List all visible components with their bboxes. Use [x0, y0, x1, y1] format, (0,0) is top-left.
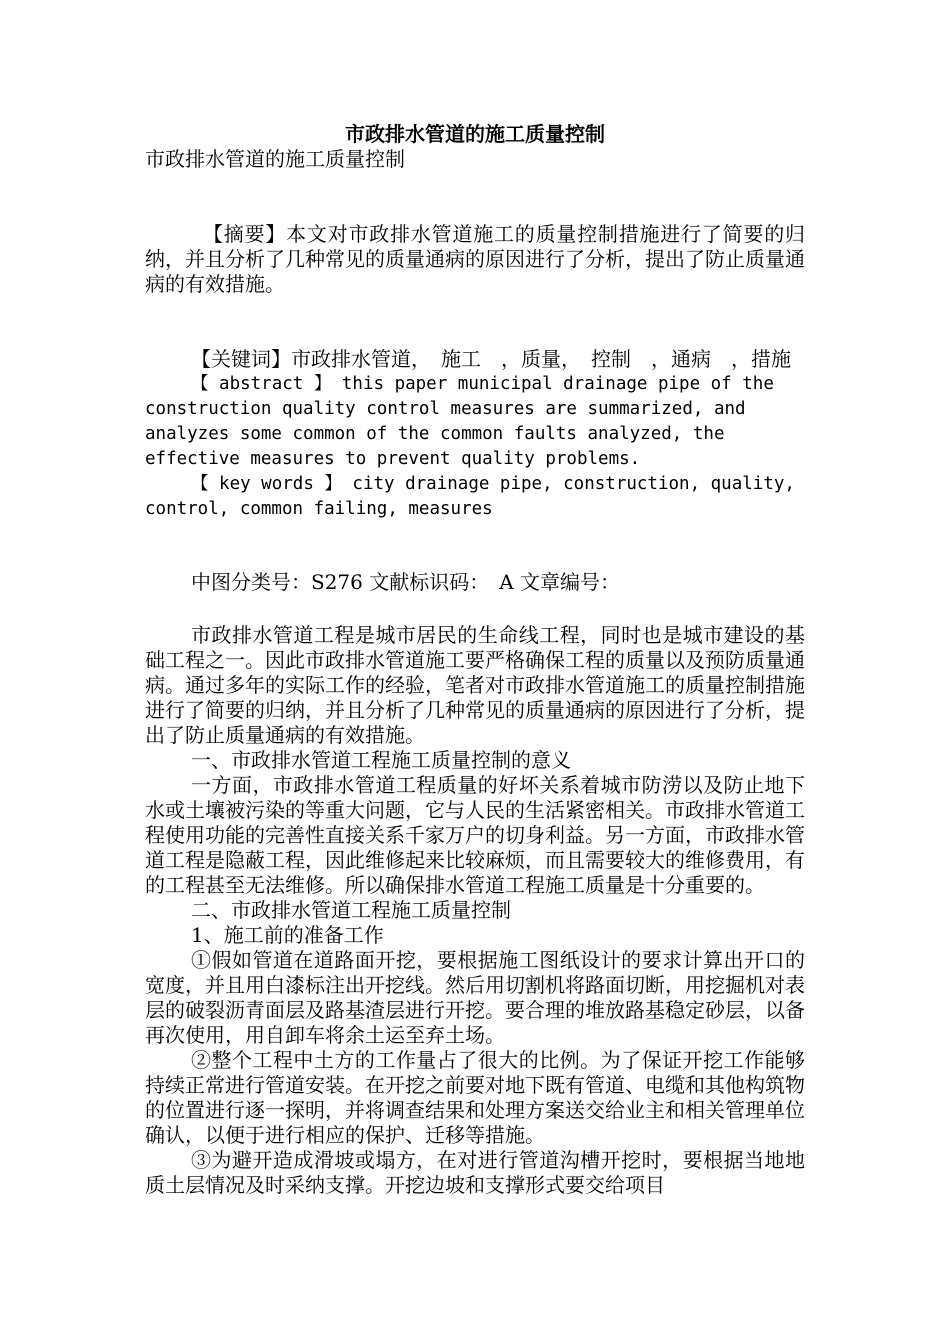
list-item-1: ①假如管道在道路面开挖，要根据施工图纸设计的要求计算出开口的宽度，并且用白漆标注出开挖线。然后用切割机将路面切断，用挖掘机对表层的破裂沥青面层及路基渣层进行开挖。要合理的堆放路基稳定砂层，以备再次使用，用自卸车将余土运至弃土场。	[145, 948, 805, 1047]
abstract-cn: 【摘要】本文对市政排水管道施工的质量控制措施进行了简要的归纳，并且分析了几种常见的质量通病的原因进行了分析，提出了防止质量通病的有效措施。	[145, 222, 805, 296]
keywords-cn: 【关键词】市政排水管道， 施工 ，质量， 控制 ，通病 ，措施	[191, 347, 791, 371]
classification-line: 中图分类号：S276 文献标识码： A 文章编号：	[191, 570, 621, 594]
subsection1-heading: 1、施工前的准备工作	[191, 923, 384, 947]
document-title: 市政排水管道的施工质量控制	[345, 122, 605, 146]
section1-body: 一方面，市政排水管道工程质量的好坏关系着城市防涝以及防止地下水或土壤被污染的等重大问题，它与人民的生活紧密相关。市政排水管道工程使用功能的完善性直接关系千家万户的切身利益。另一方面，市政排水管道工程是隐蔽工程，因此维修起来比较麻烦，而且需要较大的维修费用，有的工程甚至无法维修。所以确保排水管道工程施工质量是十分重要的。	[145, 773, 805, 897]
section1-heading: 一、市政排水管道工程施工质量控制的意义	[191, 748, 571, 772]
section2-heading: 二、市政排水管道工程施工质量控制	[191, 898, 511, 922]
abstract-en: 【 abstract 】 this paper municipal drainage pipe of the construction quality control measures are summarized, and analyzes some common of the common faults analyzed, the effective measures to prevent quality problems.	[145, 374, 774, 469]
document-page	[145, 122, 805, 1198]
document-subtitle: 市政排水管道的施工质量控制	[145, 147, 405, 171]
keywords-en: 【 key words 】 city drainage pipe, construction, quality, control, common failing, measures	[145, 474, 795, 519]
intro-paragraph: 市政排水管道工程是城市居民的生命线工程，同时也是城市建设的基础工程之一。因此市政排水管道施工要严格确保工程的质量以及预防质量通病。通过多年的实际工作的经验，笔者对市政排水管道施工的质量控制措施进行了简要的归纳，并且分析了几种常见的质量通病的原因进行了分析，提出了防止质量通病的有效措施。	[145, 623, 805, 747]
list-item-3: ③为避开造成滑坡或塌方，在对进行管道沟槽开挖时，要根据当地地质土层情况及时采纳支撑。开挖边坡和支撑形式要交给项目	[145, 1148, 805, 1197]
list-item-2: ②整个工程中土方的工作量占了很大的比例。为了保证开挖工作能够持续正常进行管道安装。在开挖之前要对地下既有管道、电缆和其他构筑物的位置进行逐一探明，并将调查结果和处理方案送交给业主和相关管理单位确认，以便于进行相应的保护、迁移等措施。	[145, 1048, 805, 1147]
